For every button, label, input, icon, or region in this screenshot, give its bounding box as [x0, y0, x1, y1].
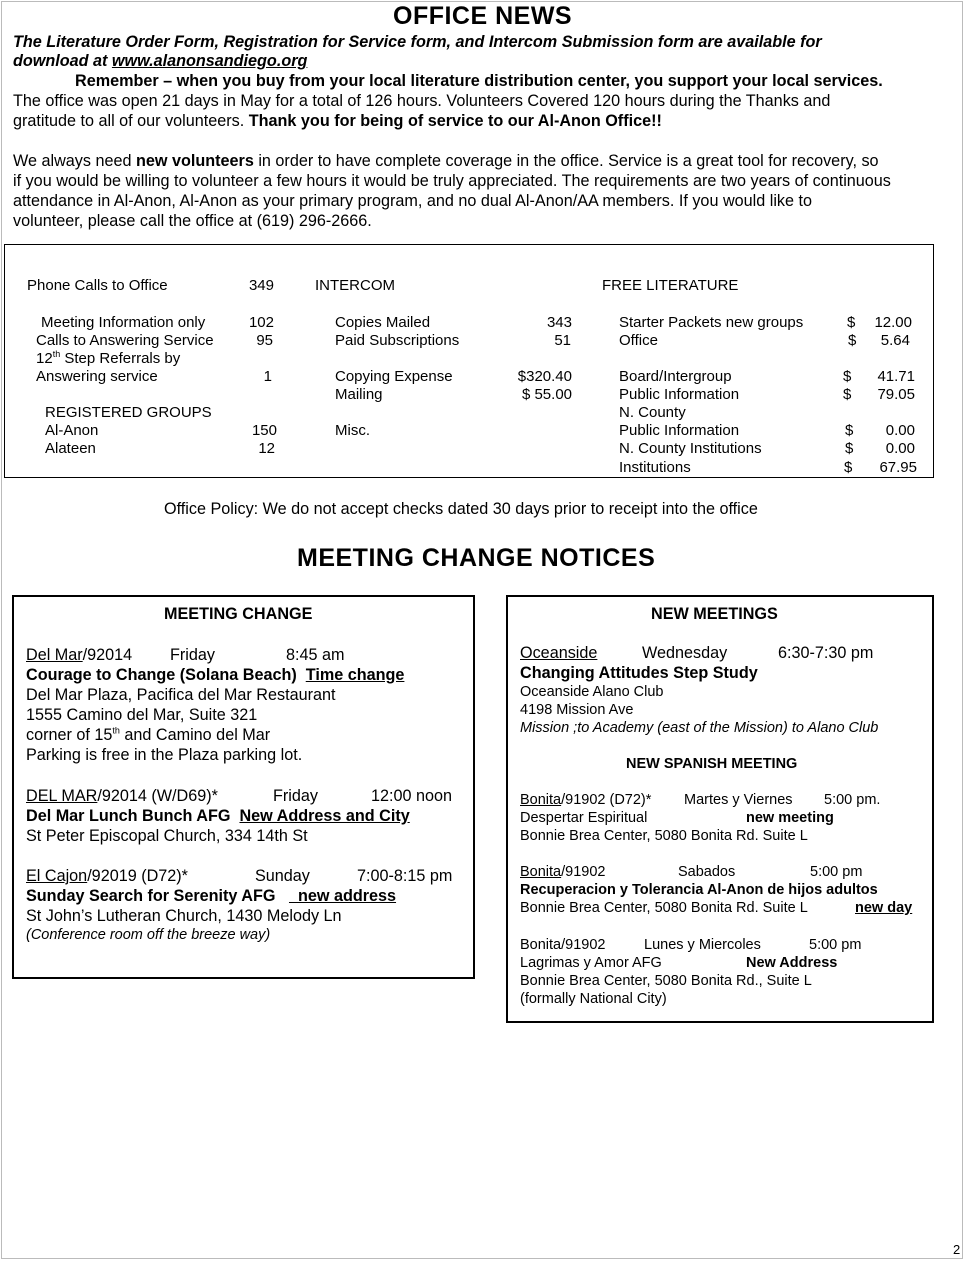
- new-meetings-heading: NEW MEETINGS: [651, 605, 778, 623]
- oceanside-name: Changing Attitudes Step Study: [520, 664, 758, 682]
- spanish-2-location: [520, 863, 605, 881]
- spanish-3-name: Lagrimas y Amor AFG: [520, 955, 662, 971]
- spanish-3-tag: New Address: [746, 955, 838, 971]
- entry-2-address: St Peter Episcopal Church, 334 14th St: [26, 827, 308, 845]
- dollar-sign: $: [844, 459, 853, 476]
- dollar-sign: $: [845, 440, 854, 457]
- free-lit-label: Office: [619, 332, 658, 349]
- volunteer-line-1: [13, 151, 879, 171]
- meeting-change-box: [12, 595, 475, 979]
- volunteer-rest: in order to have complete coverage in the office. Service is a great tool for recovery, so: [253, 152, 879, 170]
- copies-mailed-label: Copies Mailed: [335, 314, 431, 331]
- entry-2-name-line: [26, 806, 410, 826]
- entry-3-name: Sunday Search for Serenity AFG: [26, 887, 276, 905]
- entry-2-zip: /92014 (W/D69)*: [97, 787, 218, 805]
- entry-2-change: New Address and City: [239, 807, 410, 825]
- dollar-sign: $: [848, 332, 857, 349]
- entry-2-location: [26, 786, 218, 806]
- mailing-value: $ 55.00: [521, 386, 572, 403]
- thanks-text: Thank you for being of service to our Al-Anon Office!!: [248, 112, 662, 130]
- spanish-2-city: Bonita: [520, 864, 562, 880]
- entry-3-zip: /92019 (D72)*: [87, 867, 188, 885]
- intro-prefix: download at: [13, 52, 112, 70]
- entry-3-note: (Conference room off the breeze way): [26, 927, 271, 943]
- spanish-1-location: [520, 791, 651, 809]
- spanish-2-zip: /91902: [561, 864, 606, 880]
- spanish-1-name: Despertar Espiritual: [520, 810, 648, 826]
- oceanside-venue: Oceanside Alano Club: [520, 684, 664, 700]
- spanish-3-day: Lunes y Miercoles: [644, 937, 761, 953]
- free-lit-label: N. County: [619, 404, 686, 421]
- free-lit-value: 67.95: [879, 459, 917, 476]
- new-meetings-box: [506, 595, 934, 1023]
- corner-post: and Camino del Mar: [119, 726, 271, 744]
- alanon-groups-value: 150: [251, 422, 277, 439]
- spanish-1-address: Bonnie Brea Center, 5080 Bonita Rd. Suite L: [520, 828, 808, 844]
- copying-expense-value: $320.40: [517, 368, 572, 385]
- dollar-sign: $: [847, 314, 856, 331]
- answering-calls-value: 95: [256, 332, 273, 349]
- oceanside-day: Wednesday: [642, 644, 728, 662]
- spanish-1-city: Bonita: [520, 792, 562, 808]
- entry-3-time: 7:00-8:15 pm: [357, 867, 453, 885]
- meeting-info-label: Meeting Information only: [41, 314, 206, 331]
- entry-1-parking: Parking is free in the Plaza parking lot.: [26, 746, 303, 764]
- answering-calls-label: Calls to Answering Service: [36, 332, 214, 349]
- entry-1-corner: [26, 725, 270, 745]
- new-volunteers-text: new volunteers: [135, 152, 254, 170]
- entry-2-time: 12:00 noon: [371, 787, 453, 805]
- spanish-3-address: Bonnie Brea Center, 5080 Bonita Rd., Suite L: [520, 973, 812, 989]
- oceanside-directions: Mission ;to Academy (east of the Mission) to Alano Club: [520, 720, 879, 736]
- dollar-sign: $: [845, 422, 854, 439]
- volunteer-prefix: We always need: [13, 152, 136, 170]
- meeting-change-notices-title: MEETING CHANGE NOTICES: [297, 544, 656, 572]
- spanish-2-time: 5:00 pm: [810, 864, 863, 880]
- dollar-sign: $: [843, 368, 852, 385]
- step-number: 12: [36, 350, 53, 367]
- spanish-1-tag: new meeting: [746, 810, 834, 826]
- spanish-3-time: 5:00 pm: [809, 937, 862, 953]
- oceanside-city: Oceanside: [520, 644, 598, 662]
- volunteer-line-3: attendance in Al-Anon, Al-Anon as your primary program, and no dual Al-Anon/AA members. If you would like to: [13, 192, 813, 210]
- spanish-1-zip: /91902 (D72)*: [561, 792, 652, 808]
- spanish-3-note: (formally National City): [520, 991, 667, 1007]
- entry-1-zip: /92014: [82, 646, 133, 664]
- dollar-sign: $: [843, 386, 852, 403]
- answering-service-value: 1: [263, 368, 272, 385]
- entry-1-change: Time change: [305, 666, 405, 684]
- free-lit-value: 79.05: [877, 386, 915, 403]
- spanish-1-day: Martes y Viernes: [684, 792, 793, 808]
- mailing-label: Mailing: [335, 386, 383, 403]
- alanon-groups-label: Al-Anon: [45, 422, 99, 439]
- answering-service-label: Answering service: [36, 368, 158, 385]
- remember-note: Remember – when you buy from your local literature distribution center, you support your local services.: [75, 72, 883, 90]
- entry-1-location: [26, 645, 132, 665]
- step-referral-text: Step Referrals by: [60, 350, 181, 367]
- entry-2-city: DEL MAR: [26, 787, 98, 805]
- entry-2-day: Friday: [273, 787, 318, 805]
- free-lit-value: 0.00: [885, 422, 915, 439]
- intro-line-1: The Literature Order Form, Registration for Service form, and Intercom Submission form are available for: [13, 33, 822, 51]
- intercom-heading: INTERCOM: [315, 277, 395, 294]
- corner-pre: corner of 15: [26, 726, 113, 744]
- paid-subscriptions-value: 51: [554, 332, 571, 349]
- free-lit-value: 0.00: [885, 440, 915, 457]
- free-lit-value: 41.71: [877, 368, 915, 385]
- volunteer-line-2: if you would be willing to volunteer a few hours it would be truly appreciated. The requirements are two years of continuous: [13, 172, 891, 190]
- entry-1-city: Del Mar: [26, 646, 83, 664]
- alateen-groups-value: 12: [258, 440, 275, 457]
- free-lit-label: Starter Packets new groups: [619, 314, 804, 331]
- free-lit-label: Public Information: [619, 422, 740, 439]
- entry-3-address: St John’s Lutheran Church, 1430 Melody Ln: [26, 907, 342, 925]
- corner-sup: th: [112, 725, 120, 736]
- copying-expense-label: Copying Expense: [335, 368, 453, 385]
- entry-3-change: new address: [288, 887, 397, 905]
- entry-3-day: Sunday: [255, 867, 310, 885]
- intro-line-2: [13, 51, 307, 71]
- volunteer-line-4: volunteer, please call the office at (619) 296-2666.: [13, 212, 372, 230]
- meeting-change-heading: MEETING CHANGE: [164, 605, 313, 623]
- spanish-1-time: 5:00 pm.: [824, 792, 881, 808]
- spanish-2-day: Sabados: [678, 864, 736, 880]
- entry-1-venue: Del Mar Plaza, Pacifica del Mar Restaurant: [26, 686, 336, 704]
- free-literature-heading: FREE LITERATURE: [602, 277, 739, 294]
- alateen-groups-label: Alateen: [45, 440, 96, 457]
- office-policy: Office Policy: We do not accept checks dated 30 days prior to receipt into the office: [164, 500, 758, 518]
- free-lit-label: Board/Intergroup: [619, 368, 732, 385]
- website-link[interactable]: www.alanonsandiego.org: [111, 52, 308, 70]
- hours-line-2: [13, 111, 662, 131]
- free-lit-value: 12.00: [874, 314, 912, 331]
- entry-1-address: 1555 Camino del Mar, Suite 321: [26, 706, 258, 724]
- gratitude-text: gratitude to all of our volunteers.: [13, 112, 245, 130]
- entry-1-name-line: [26, 665, 404, 685]
- entry-3-name-line: [26, 886, 396, 906]
- office-stats-box: [4, 244, 934, 478]
- spanish-heading: NEW SPANISH MEETING: [626, 756, 798, 772]
- spanish-2-name: Recuperacion y Tolerancia Al-Anon de hijos adultos: [520, 882, 878, 898]
- oceanside-time: 6:30-7:30 pm: [778, 644, 874, 662]
- paid-subscriptions-label: Paid Subscriptions: [335, 332, 460, 349]
- phone-calls-label: Phone Calls to Office: [27, 277, 168, 294]
- spanish-2-address: Bonnie Brea Center, 5080 Bonita Rd. Suite L: [520, 900, 808, 916]
- meeting-info-value: 102: [248, 314, 274, 331]
- oceanside-address: 4198 Mission Ave: [520, 702, 634, 718]
- step-referrals-label: [36, 350, 180, 368]
- free-lit-value: 5.64: [880, 332, 910, 349]
- entry-1-time: 8:45 am: [286, 646, 345, 664]
- registered-groups-heading: REGISTERED GROUPS: [45, 404, 212, 421]
- copies-mailed-value: 343: [546, 314, 572, 331]
- page-number: 2: [953, 1242, 961, 1257]
- phone-calls-value: 349: [248, 277, 274, 294]
- step-suffix: th: [52, 349, 61, 359]
- entry-3-location: [26, 866, 188, 886]
- spanish-2-tag: new day: [855, 900, 913, 916]
- entry-2-name: Del Mar Lunch Bunch AFG: [26, 807, 231, 825]
- entry-1-name: Courage to Change (Solana Beach): [26, 666, 297, 684]
- office-news-title: OFFICE NEWS: [393, 2, 573, 30]
- entry-1-day: Friday: [170, 646, 215, 664]
- misc-label: Misc.: [335, 422, 370, 439]
- spanish-3-location: Bonita/91902: [520, 937, 606, 953]
- free-lit-label: N. County Institutions: [619, 440, 762, 457]
- free-lit-label: Public Information: [619, 386, 740, 403]
- entry-3-city: El Cajon: [26, 867, 88, 885]
- hours-line-1: The office was open 21 days in May for a total of 126 hours. Volunteers Covered 120 hours during the Thanks and: [13, 92, 831, 110]
- free-lit-label: Institutions: [619, 459, 691, 476]
